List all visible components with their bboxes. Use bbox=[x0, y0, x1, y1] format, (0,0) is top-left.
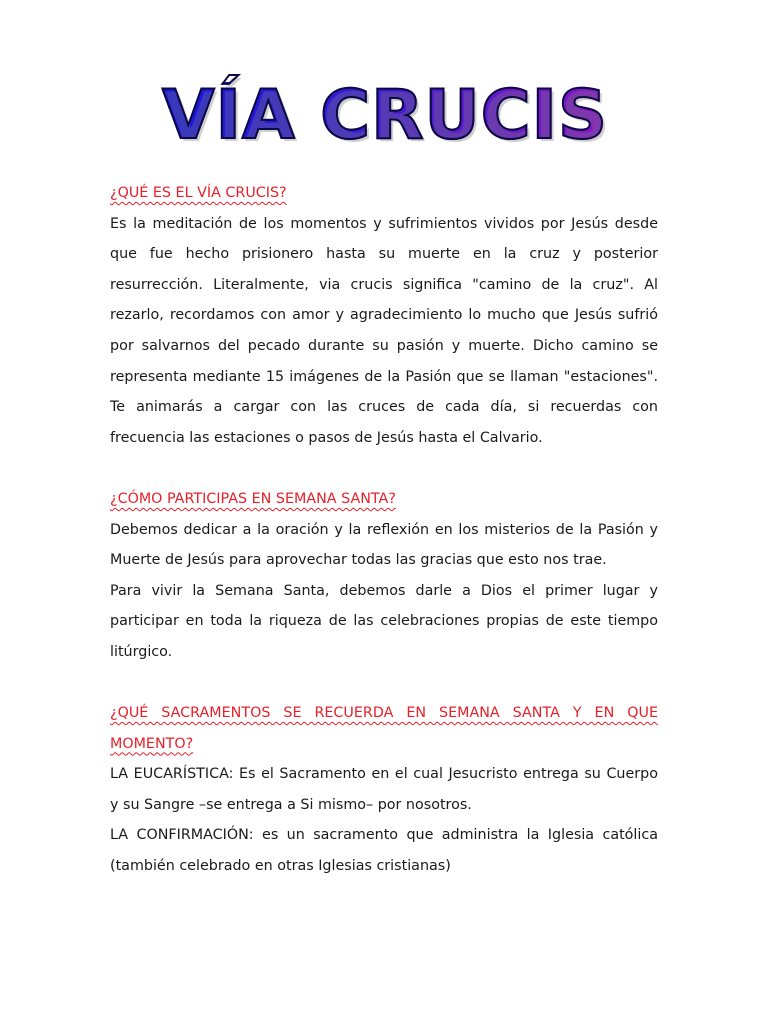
sacrament-description: Es el Sacramento en el cual Jesucristo entrega su Cuerpo y su Sangre –se entrega a Si mismo– por nosotros. bbox=[110, 766, 658, 813]
section-paragraph: Es la meditación de los momentos y sufrimientos vividos por Jesús desde que fue hecho prisionero hasta su muerte en la cruz y posterior resurrección. Literalmente, via crucis significa "camino de la cruz". Al rezarlo, recordamos con amor y agradecimiento lo mucho que Jesús sufrió por salvarnos del pecado durante su pasión y muerte. Dicho camino se representa mediante 15 imágenes de la Pasión que se llaman "estaciones". Te animarás a cargar con las cruces de cada día, si recuerdas con frecuencia las estaciones o pasos de Jesús hasta el Calvario. bbox=[110, 215, 658, 446]
section-sacramentos bbox=[110, 698, 658, 882]
sacrament-entry bbox=[110, 820, 658, 881]
section-heading: ¿CÓMO PARTICIPAS EN SEMANA SANTA? bbox=[110, 490, 396, 507]
section-paragraph: Debemos dedicar a la oración y la reflexión en los misterios de la Pasión y Muerte de Jesús para aprovechar todas las gracias que esto nos trae. bbox=[110, 521, 658, 569]
section-como-participas bbox=[110, 484, 658, 668]
section-spacer bbox=[110, 453, 658, 484]
section-spacer bbox=[110, 668, 658, 699]
document-body bbox=[110, 178, 658, 882]
section-paragraph: Para vivir la Semana Santa, debemos darle a Dios el primer lugar y participar en toda la riqueza de las celebraciones propias de este tiempo litúrgico. bbox=[110, 582, 658, 660]
sacrament-term: LA EUCARÍSTICA: bbox=[110, 766, 234, 783]
sacrament-description: es un sacramento que administra la Iglesia católica (también celebrado en otras Iglesias cristianas) bbox=[110, 827, 658, 875]
page-title: VÍA CRUCIS bbox=[162, 76, 608, 155]
sacrament-entry bbox=[110, 759, 658, 820]
sacrament-term: LA CONFIRMACIÓN: bbox=[110, 827, 254, 844]
title-container bbox=[0, 76, 768, 155]
section-heading: ¿QUÉ ES EL VÍA CRUCIS? bbox=[110, 185, 287, 201]
section-que-es bbox=[110, 178, 658, 453]
section-heading: ¿QUÉ SACRAMENTOS SE RECUERDA EN SEMANA SANTA Y EN QUE MOMENTO? bbox=[110, 705, 658, 752]
